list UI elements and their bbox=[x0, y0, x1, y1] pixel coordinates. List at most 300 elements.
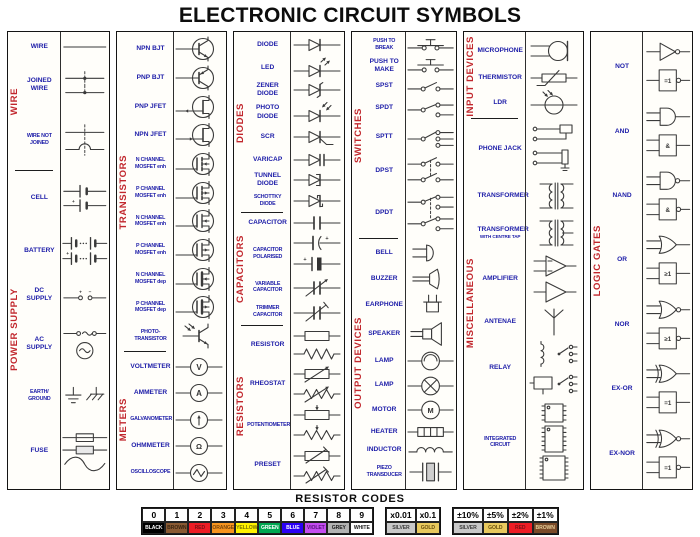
code-color-name: SILVER bbox=[453, 522, 483, 534]
symbol-label-text: PUSH TO BREAK bbox=[373, 38, 396, 51]
panel-2 bbox=[233, 31, 345, 490]
fuse-symbol bbox=[60, 430, 110, 472]
symbol-row bbox=[234, 232, 344, 275]
symbol-label-text: NPN JFET bbox=[134, 131, 167, 139]
capacitor-symbol bbox=[291, 214, 343, 232]
ohmmeter-symbol bbox=[173, 434, 225, 458]
wire-symbol bbox=[60, 41, 110, 53]
symbol-row bbox=[234, 445, 344, 486]
symbol-label-text: PHOTO DIODE bbox=[255, 104, 280, 120]
code-value: ±5% bbox=[483, 508, 508, 522]
symbol-label-text: AMMETER bbox=[133, 389, 168, 397]
symbol-cell bbox=[173, 434, 226, 458]
symbol-cell bbox=[525, 68, 583, 88]
symbol-label-text: TRANSFORMER bbox=[477, 225, 529, 233]
section-output-devices bbox=[352, 240, 456, 486]
digit-color-table-column bbox=[142, 508, 165, 534]
symbol-label-text: PHOTO- TRANSISTOR bbox=[134, 329, 167, 343]
resistor-symbol bbox=[291, 327, 343, 363]
symbol-cell bbox=[60, 123, 110, 157]
digit-color-table-column bbox=[304, 508, 327, 534]
svg-text:+: + bbox=[65, 252, 69, 258]
symbol-label-text: NAND bbox=[612, 191, 632, 199]
symbol-cell bbox=[405, 155, 456, 187]
symbol-row bbox=[234, 275, 344, 300]
mosfet-p-enh-a-symbol bbox=[173, 180, 225, 206]
zener-diode-symbol bbox=[291, 80, 343, 100]
symbol-row bbox=[352, 55, 456, 77]
symbol-row bbox=[117, 92, 226, 121]
symbol-cell bbox=[60, 183, 110, 213]
symbol-label-text: OR bbox=[617, 256, 628, 264]
code-color-name: GREY bbox=[327, 522, 350, 534]
mosfet-n-enh-b-symbol bbox=[173, 208, 225, 234]
symbol-label-text: TUNNEL DIODE bbox=[254, 171, 281, 188]
code-color-name: SILVER bbox=[386, 522, 415, 534]
section-power-supply bbox=[8, 172, 109, 486]
symbol-row bbox=[117, 178, 226, 207]
symbol-cell bbox=[173, 237, 226, 263]
category-label bbox=[234, 214, 247, 324]
symbol-label-text: INDUCTOR bbox=[366, 445, 402, 453]
symbol-label-text: LDR bbox=[493, 98, 507, 106]
symbol-row bbox=[352, 189, 456, 237]
symbol-label-text: PRESET bbox=[254, 461, 281, 469]
symbol-row bbox=[352, 442, 456, 458]
symbol-row bbox=[352, 154, 456, 189]
spst-symbol bbox=[405, 78, 456, 94]
code-color-name: RED bbox=[188, 522, 211, 534]
varicap-symbol bbox=[291, 150, 343, 170]
symbol-cell bbox=[173, 408, 226, 432]
preset-symbol bbox=[291, 446, 343, 486]
symbol-row bbox=[8, 416, 109, 486]
symbol-label-text: NOR bbox=[614, 320, 630, 328]
symbol-row bbox=[591, 293, 692, 357]
section-meters bbox=[117, 353, 226, 486]
category-label bbox=[234, 327, 247, 486]
symbol-label-text: EARPHONE bbox=[365, 301, 403, 309]
symbol-label-text: THERMISTOR bbox=[478, 74, 522, 82]
category-label bbox=[8, 35, 21, 169]
earphone-symbol bbox=[405, 293, 456, 317]
code-color-name: BLUE bbox=[281, 522, 304, 534]
symbol-label-text: DPDT bbox=[375, 208, 394, 216]
symbol-cell bbox=[642, 296, 692, 354]
symbol-row bbox=[352, 422, 456, 442]
category-label-text: CAPACITORS bbox=[235, 234, 247, 303]
digit-color-table-column bbox=[327, 508, 350, 534]
galvanometer-symbol bbox=[173, 408, 225, 432]
symbol-cell bbox=[60, 325, 110, 363]
antenae-symbol bbox=[528, 308, 580, 336]
digit-color-table bbox=[141, 507, 374, 535]
symbol-label-text: CELL bbox=[30, 193, 48, 201]
symbol-label-text: BUZZER bbox=[370, 275, 398, 282]
section-input-devices bbox=[464, 35, 582, 117]
joined-wire-symbol bbox=[60, 70, 110, 100]
symbol-cell bbox=[173, 65, 226, 91]
symbol-label-text: DPST bbox=[375, 167, 393, 175]
symbol-row bbox=[464, 178, 582, 215]
symbol-row bbox=[234, 149, 344, 169]
code-value: 6 bbox=[281, 508, 304, 522]
symbol-row bbox=[8, 224, 109, 279]
category-label bbox=[117, 35, 130, 350]
symbol-label-text: SPST bbox=[375, 81, 393, 89]
voltmeter-symbol bbox=[173, 355, 225, 379]
symbol-label-text: SCHOTTKY DIODE bbox=[253, 193, 282, 207]
symbol-row bbox=[591, 228, 692, 292]
symbol-row bbox=[117, 35, 226, 64]
symbol-row bbox=[234, 35, 344, 55]
panel-3 bbox=[351, 31, 457, 490]
symbol-cell bbox=[290, 364, 344, 404]
pnp-jfet-symbol bbox=[173, 94, 225, 120]
symbol-label-text: VARIABLE CAPACITOR bbox=[253, 280, 283, 294]
category-label-text: MISCELLANEOUS bbox=[465, 258, 477, 349]
digit-color-table-column bbox=[165, 508, 188, 534]
symbol-row bbox=[117, 264, 226, 293]
code-value: 2 bbox=[188, 508, 211, 522]
panel-5 bbox=[590, 31, 693, 490]
battery-symbol bbox=[60, 235, 110, 267]
code-value: ±1% bbox=[533, 508, 558, 522]
symbol-cell bbox=[525, 253, 583, 305]
symbol-cell bbox=[405, 293, 456, 317]
category-label bbox=[464, 35, 477, 117]
symbol-row bbox=[117, 121, 226, 150]
symbol-cell bbox=[60, 385, 110, 407]
dpdt-symbol bbox=[405, 191, 456, 235]
code-value: 4 bbox=[235, 508, 258, 522]
code-value: x0.1 bbox=[416, 508, 441, 522]
symbol-label-text: LAMP bbox=[374, 357, 394, 365]
dpst-symbol bbox=[405, 155, 456, 187]
symbol-row bbox=[234, 190, 344, 210]
section-divider bbox=[8, 169, 109, 172]
section-switches bbox=[352, 35, 456, 237]
not-gate-symbol bbox=[642, 38, 692, 96]
digit-color-table-column bbox=[211, 508, 235, 534]
symbol-row bbox=[464, 35, 582, 67]
schottky-diode-symbol bbox=[291, 191, 343, 211]
symbol-label-text: MICROPHONE bbox=[477, 47, 523, 55]
category-label bbox=[464, 120, 477, 486]
symbol-row bbox=[352, 374, 456, 398]
symbol-cell bbox=[290, 150, 344, 170]
svg-text:Ω: Ω bbox=[196, 442, 203, 452]
symbol-row bbox=[234, 125, 344, 150]
symbol-cell bbox=[290, 233, 344, 275]
symbol-label-text: HEATER bbox=[370, 427, 398, 435]
symbol-label-text: INTEGRATED CIRCUIT bbox=[484, 435, 517, 449]
svg-text:+: + bbox=[71, 199, 75, 205]
category-label-text: DIODES bbox=[235, 102, 247, 143]
symbol-cell bbox=[525, 122, 583, 176]
category-label bbox=[352, 35, 365, 237]
symbol-cell bbox=[173, 36, 226, 62]
symbol-row bbox=[117, 353, 226, 380]
symbol-row bbox=[8, 172, 109, 224]
category-label-text: WIRE bbox=[9, 88, 20, 116]
oscilloscope-symbol bbox=[173, 461, 225, 485]
symbol-cell bbox=[405, 191, 456, 235]
symbol-row bbox=[464, 214, 582, 251]
symbol-cell bbox=[525, 216, 583, 250]
symbol-row bbox=[464, 307, 582, 337]
ex-nor-gate-symbol bbox=[642, 425, 692, 483]
symbol-row bbox=[117, 64, 226, 93]
symbol-label-text: NPN BJT bbox=[136, 45, 165, 53]
code-value: 3 bbox=[211, 508, 235, 522]
symbol-label-text: SPDT bbox=[375, 103, 393, 111]
symbol-row bbox=[234, 80, 344, 100]
symbol-row bbox=[352, 95, 456, 121]
symbol-row bbox=[234, 55, 344, 80]
tunnel-diode-symbol bbox=[291, 170, 343, 190]
symbol-row bbox=[464, 89, 582, 117]
section-divider bbox=[464, 117, 582, 120]
symbol-cell bbox=[405, 267, 456, 291]
tolerance-table-column bbox=[483, 508, 508, 534]
code-value: 0 bbox=[142, 508, 165, 522]
symbol-cell bbox=[525, 339, 583, 397]
or-gate-symbol bbox=[642, 231, 692, 289]
symbol-label-text: P CHANNEL MOSFET enh bbox=[135, 186, 166, 199]
symbol-row bbox=[591, 164, 692, 228]
phone-jack-symbol bbox=[528, 122, 580, 176]
symbol-row bbox=[352, 121, 456, 154]
symbol-label-text: N CHANNEL MOSFET enh bbox=[135, 157, 166, 171]
symbol-cell bbox=[173, 355, 226, 379]
symbol-cell bbox=[405, 375, 456, 397]
symbol-row bbox=[117, 433, 226, 460]
section-logic-gates bbox=[591, 35, 692, 486]
code-color-name: BROWN bbox=[165, 522, 188, 534]
symbol-row bbox=[117, 236, 226, 265]
symbol-cell bbox=[290, 101, 344, 125]
variable-capacitor-symbol bbox=[291, 275, 343, 299]
symbol-label-text: TRIMMER CAPACITOR bbox=[253, 305, 283, 318]
and-gate-symbol bbox=[642, 103, 692, 161]
symbol-label-text: CAPACITOR bbox=[248, 218, 287, 226]
symbol-cell bbox=[173, 461, 226, 485]
symbol-cell bbox=[525, 36, 583, 66]
pnp-bjt-symbol bbox=[173, 65, 225, 91]
section-capacitors bbox=[234, 214, 344, 324]
resistor-codes-tables bbox=[0, 507, 700, 535]
multiplier-table-column bbox=[416, 508, 441, 534]
symbol-row bbox=[234, 327, 344, 364]
category-label-text: INPUT DEVICES bbox=[465, 35, 477, 117]
symbol-row bbox=[8, 111, 109, 169]
symbol-label-text: RHEOSTAT bbox=[249, 379, 286, 387]
category-label bbox=[8, 172, 21, 486]
symbol-cell bbox=[405, 423, 456, 441]
code-value: x0.01 bbox=[386, 508, 415, 522]
symbol-label-text: N CHANNEL MOSFET dep bbox=[135, 272, 166, 285]
potentiometer-symbol bbox=[291, 405, 343, 445]
symbol-cell bbox=[405, 459, 456, 485]
thermistor-symbol bbox=[528, 68, 580, 88]
svg-text:=1: =1 bbox=[664, 464, 672, 472]
category-label bbox=[352, 240, 365, 486]
code-value: 9 bbox=[350, 508, 373, 522]
symbol-cell bbox=[642, 360, 692, 418]
svg-text:≥1: ≥1 bbox=[664, 271, 672, 279]
diode-symbol bbox=[291, 35, 343, 55]
symbol-cell bbox=[60, 235, 110, 267]
symbol-label-text: AMPLIFIER bbox=[482, 274, 518, 282]
symbol-cell bbox=[173, 381, 226, 405]
symbol-label-text: LED bbox=[261, 63, 275, 71]
ex-or-gate-symbol bbox=[642, 360, 692, 418]
code-color-name: GOLD bbox=[416, 522, 441, 534]
scr-symbol bbox=[291, 125, 343, 149]
symbol-cell bbox=[290, 80, 344, 100]
spdt-symbol bbox=[405, 96, 456, 120]
symbol-cell bbox=[525, 308, 583, 336]
svg-text:=1: =1 bbox=[664, 400, 672, 408]
tolerance-table-column bbox=[533, 508, 558, 534]
symbol-label-text: FUSE bbox=[30, 446, 49, 454]
mosfet-p-dep-symbol bbox=[173, 294, 225, 320]
symbol-row bbox=[464, 120, 582, 178]
code-color-name: GOLD bbox=[483, 522, 508, 534]
symbol-cell bbox=[405, 78, 456, 94]
symbol-cell bbox=[405, 56, 456, 76]
svg-text:+: + bbox=[78, 290, 82, 296]
sptt-symbol bbox=[405, 123, 456, 153]
symbol-row bbox=[352, 398, 456, 422]
symbol-row bbox=[8, 279, 109, 312]
digit-color-table-column bbox=[258, 508, 281, 534]
symbol-cell bbox=[173, 266, 226, 292]
section-divider bbox=[352, 237, 456, 240]
symbol-row bbox=[352, 319, 456, 350]
symbol-label-text: WIRE NOT JOINED bbox=[26, 133, 52, 146]
symbol-label-text: P CHANNEL MOSFET enh bbox=[135, 243, 166, 257]
symbol-label-text: N CHANNEL MOSFET enh bbox=[135, 214, 166, 228]
code-color-name: BROWN bbox=[533, 522, 558, 534]
photo-transistor-symbol bbox=[173, 323, 225, 349]
ldr-symbol bbox=[528, 90, 580, 116]
tolerance-table-column bbox=[453, 508, 483, 534]
symbol-cell bbox=[405, 36, 456, 54]
nor-gate-symbol bbox=[642, 296, 692, 354]
symbol-label-text: SPEAKER bbox=[368, 329, 401, 337]
symbol-row bbox=[8, 35, 109, 59]
symbol-row bbox=[352, 240, 456, 266]
code-value: 5 bbox=[258, 508, 281, 522]
integrated-circuit-symbol bbox=[528, 401, 580, 483]
symbol-row bbox=[8, 59, 109, 111]
svg-text:A: A bbox=[196, 389, 203, 399]
digit-color-table-column bbox=[235, 508, 258, 534]
symbol-label-text: PIEZO TRANSDUCER bbox=[366, 465, 402, 478]
symbol-cell bbox=[405, 241, 456, 265]
digit-color-table-column bbox=[188, 508, 211, 534]
symbol-cell bbox=[642, 231, 692, 289]
tolerance-table-column bbox=[508, 508, 533, 534]
symbol-cell bbox=[173, 294, 226, 320]
symbol-cell bbox=[290, 56, 344, 80]
symbol-cell bbox=[173, 323, 226, 349]
code-color-name: YELLOW bbox=[235, 522, 258, 534]
symbol-cell bbox=[290, 35, 344, 55]
panel-1 bbox=[116, 31, 227, 490]
mosfet-p-enh-b-symbol bbox=[173, 237, 225, 263]
svg-text:−: − bbox=[88, 290, 92, 296]
code-color-name: BLACK bbox=[142, 522, 165, 534]
code-color-name: WHITE bbox=[350, 522, 373, 534]
trimmer-capacitor-symbol bbox=[291, 300, 343, 324]
symbol-row bbox=[117, 207, 226, 236]
category-label-text: SWITCHES bbox=[353, 108, 365, 164]
category-label-text: TRANSISTORS bbox=[118, 155, 130, 230]
symbol-label-text: OHMMETER bbox=[131, 442, 170, 450]
code-color-name: VIOLET bbox=[304, 522, 327, 534]
mosfet-n-dep-symbol bbox=[173, 266, 225, 292]
symbol-row bbox=[352, 458, 456, 486]
ammeter-symbol bbox=[173, 381, 225, 405]
piezo-transducer-symbol bbox=[405, 459, 456, 485]
npn-jfet-symbol bbox=[173, 122, 225, 148]
symbol-cell bbox=[173, 94, 226, 120]
panel-0 bbox=[7, 31, 110, 490]
category-label-text: LOGIC GATES bbox=[591, 224, 603, 297]
symbol-label-text: DC SUPPLY bbox=[26, 287, 53, 303]
symbol-row bbox=[352, 292, 456, 318]
section-divider bbox=[234, 211, 344, 214]
mosfet-n-enh-a-symbol bbox=[173, 151, 225, 177]
symbol-cell bbox=[642, 38, 692, 96]
digit-color-table-column bbox=[281, 508, 304, 534]
nand-gate-symbol bbox=[642, 167, 692, 225]
symbol-label-text: VOLTMETER bbox=[130, 362, 171, 370]
lamp-1-symbol bbox=[405, 350, 456, 372]
symbol-cell bbox=[60, 41, 110, 53]
symbol-cell bbox=[60, 430, 110, 472]
svg-text:+: + bbox=[303, 256, 307, 263]
symbol-row bbox=[117, 406, 226, 433]
symbol-cell bbox=[642, 167, 692, 225]
inductor-symbol bbox=[405, 443, 456, 457]
symbol-label-text: SPTT bbox=[375, 133, 393, 141]
push-to-break-symbol bbox=[405, 36, 456, 54]
code-color-name: RED bbox=[508, 522, 533, 534]
symbol-cell bbox=[173, 180, 226, 206]
relay-symbol bbox=[528, 339, 580, 397]
symbol-label-text: RESISTOR bbox=[250, 341, 285, 349]
symbol-row bbox=[591, 422, 692, 486]
symbol-label-text: OSCILLOSCOPE bbox=[130, 469, 171, 476]
symbol-row bbox=[464, 337, 582, 399]
heater-symbol bbox=[405, 423, 456, 441]
category-label bbox=[234, 35, 247, 211]
symbol-label-text: JOINED WIRE bbox=[27, 76, 52, 92]
section-divider bbox=[234, 324, 344, 327]
symbol-row bbox=[117, 459, 226, 486]
category-label bbox=[117, 353, 130, 486]
symbol-row bbox=[8, 376, 109, 415]
symbol-cell bbox=[405, 123, 456, 153]
buzzer-symbol bbox=[405, 267, 456, 291]
symbol-label-text: BELL bbox=[375, 248, 393, 256]
symbol-cell bbox=[642, 103, 692, 161]
symbol-label-text: SCR bbox=[260, 133, 275, 141]
